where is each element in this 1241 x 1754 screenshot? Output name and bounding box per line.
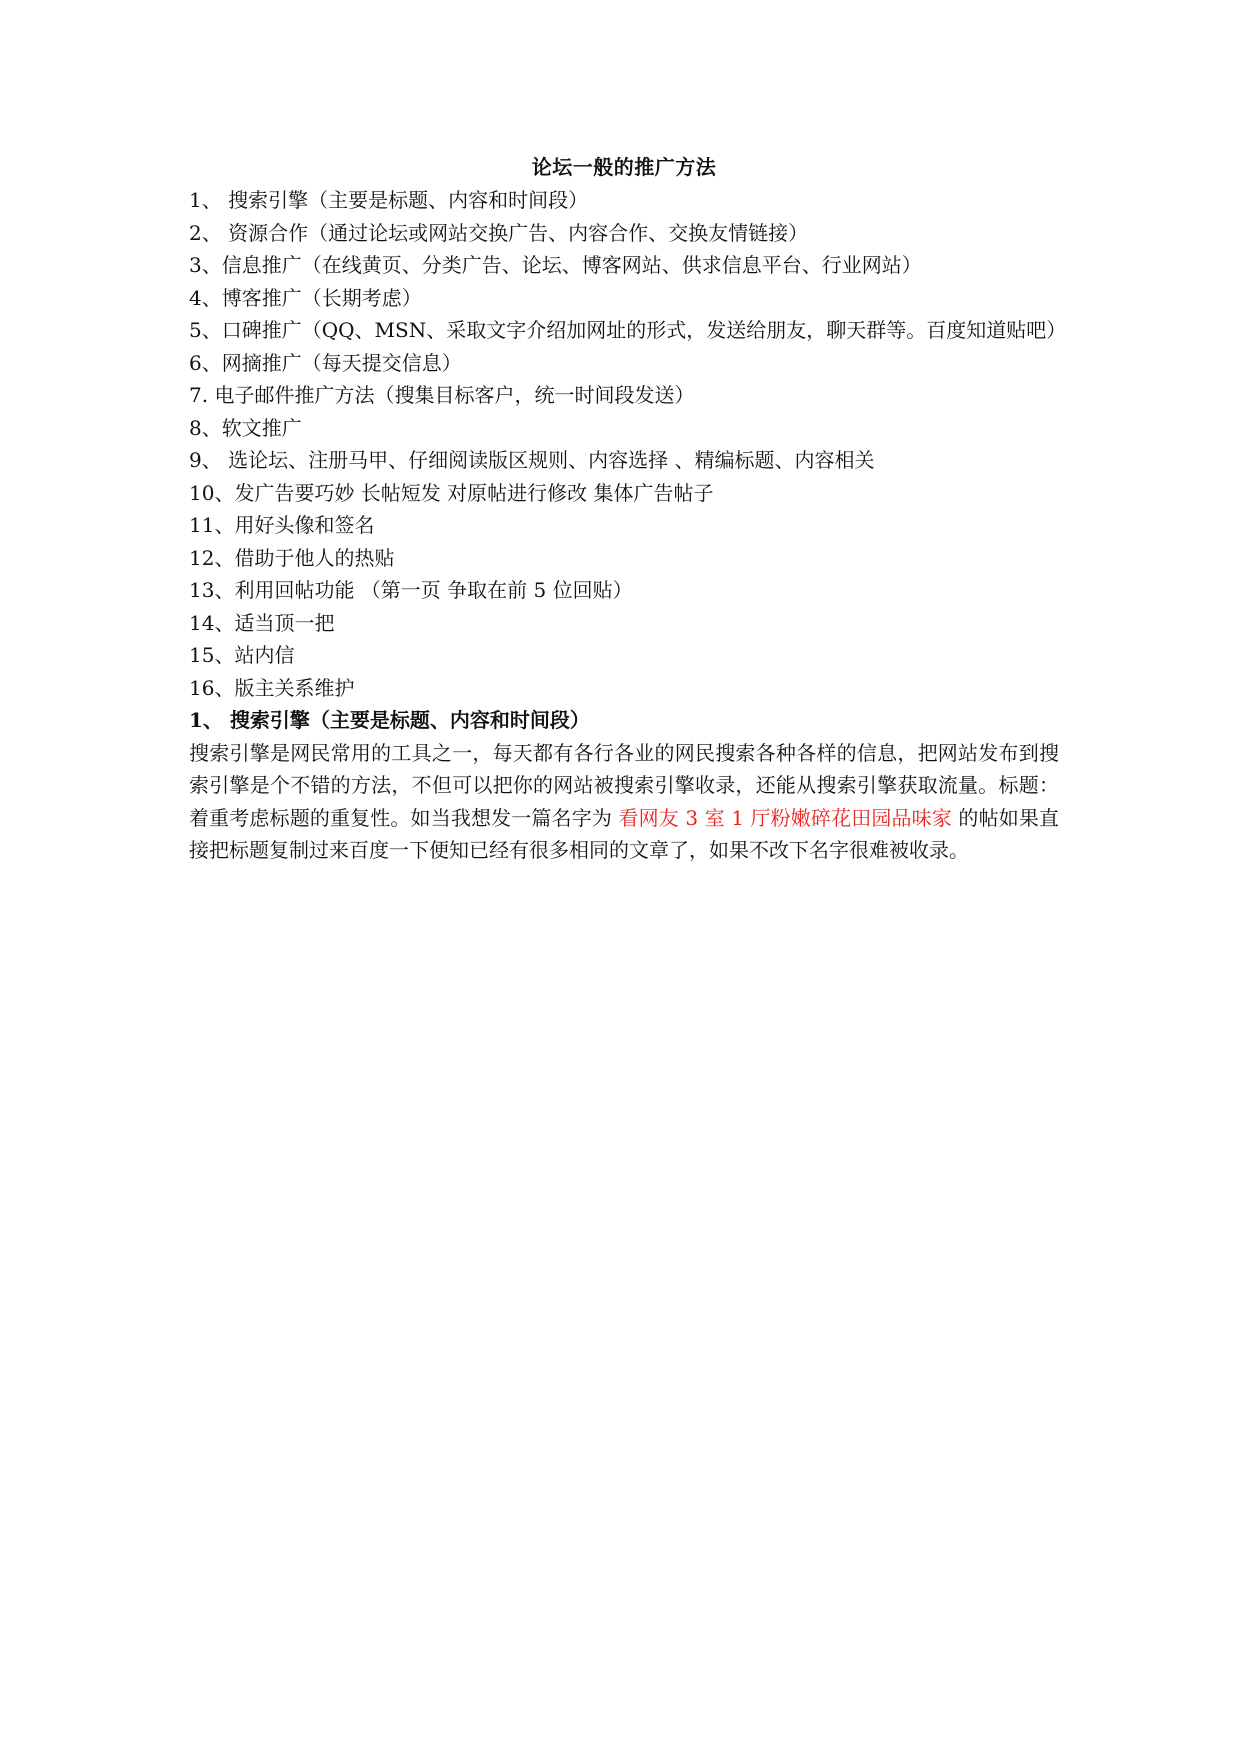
paragraph-text: 搜索引擎是网民常用的工具之一，每天都有各行各业的网民搜索各种各样的信息，把网站发布到搜索引擎是个不错的方法，不但可以把你的网站被搜索引擎收录，还能从搜索引擎获取流量。标题：着重考虑标题的重复性。如当我想发一篇名字为 bbox=[189, 740, 1059, 830]
section-paragraph bbox=[189, 737, 1059, 867]
list-item: 1、 搜索引擎（主要是标题、内容和时间段） bbox=[189, 188, 589, 212]
list-item: 7. 电子邮件推广方法（搜集目标客户，统一时间段发送） bbox=[189, 383, 695, 407]
list-item: 13、利用回帖功能 （第一页 争取在前 5 位回贴） bbox=[189, 578, 633, 602]
document-title: 论坛一般的推广方法 bbox=[531, 155, 717, 179]
list-item: 4、博客推广（长期考虑） bbox=[189, 285, 422, 310]
document-content bbox=[189, 150, 1067, 867]
list-item: 10、发广告要巧妙 长帖短发 对原帖进行修改 集体广告帖子 bbox=[189, 480, 714, 505]
list-item: 5、口碑推广（QQ、MSN、采取文字介绍加网址的形式，发送给朋友，聊天群等。百度知道贴吧） bbox=[189, 318, 1067, 342]
highlighted-title: 看网友 3 室 1 厅粉嫩碎花田园品味家 bbox=[618, 805, 952, 830]
list-item: 8、软文推广 bbox=[189, 415, 302, 440]
list-item: 15、站内信 bbox=[189, 643, 295, 667]
list-item: 16、版主关系维护 bbox=[189, 675, 355, 700]
list-item: 9、 选论坛、注册马甲、仔细阅读版区规则、内容选择 、精编标题、内容相关 bbox=[189, 448, 875, 472]
paragraph-text: 的帖如果直接把标题复制过来百度一下便知已经有很多相同的文章了，如果不改下名字很难被收录。 bbox=[189, 805, 1059, 862]
list-item: 6、网摘推广（每天提交信息） bbox=[189, 350, 462, 375]
list-item: 3、信息推广（在线黄页、分类广告、论坛、博客网站、供求信息平台、行业网站） bbox=[189, 253, 922, 277]
list-item: 12、借助于他人的热贴 bbox=[189, 545, 395, 570]
section-heading: 1、 搜索引擎（主要是标题、内容和时间段） bbox=[189, 708, 590, 732]
list-item: 11、用好头像和签名 bbox=[189, 513, 375, 537]
list-item: 2、 资源合作（通过论坛或网站交换广告、内容合作、交换友情链接） bbox=[189, 220, 809, 245]
list-item: 14、适当顶一把 bbox=[189, 610, 335, 635]
method-list bbox=[189, 184, 1067, 704]
